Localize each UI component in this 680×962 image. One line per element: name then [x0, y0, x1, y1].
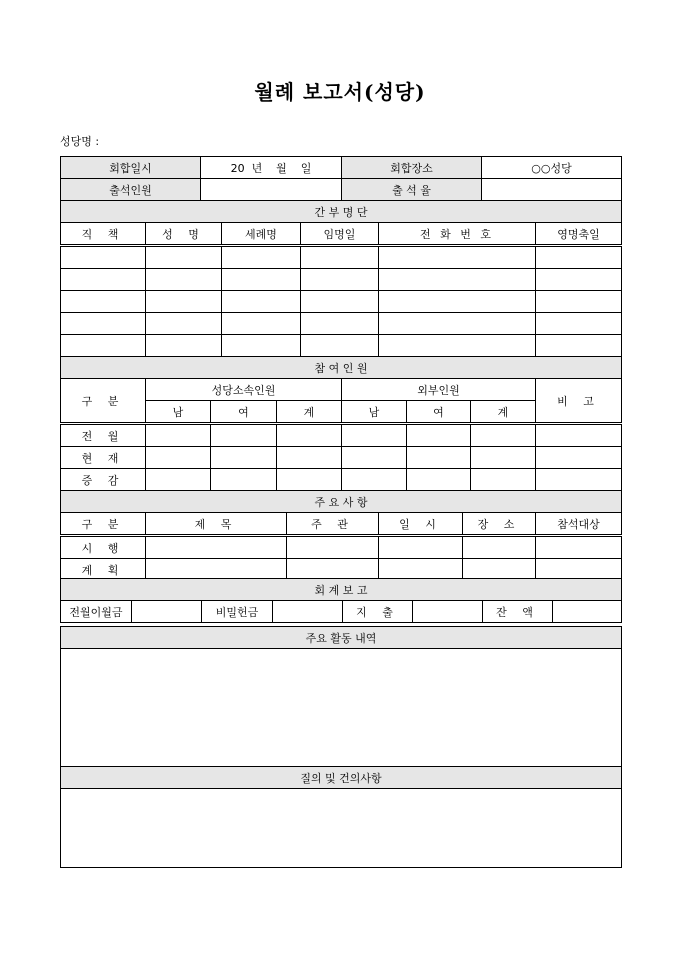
matters-row: [61, 536, 622, 559]
officer-cell[interactable]: [146, 335, 222, 357]
officers-header: 세례명: [222, 223, 301, 246]
officer-cell[interactable]: [61, 269, 146, 291]
count-cell[interactable]: [277, 469, 342, 491]
meeting-table: [60, 156, 622, 201]
officer-cell[interactable]: [222, 313, 301, 335]
matters-header: 구 분: [61, 513, 146, 536]
count-cell[interactable]: [407, 424, 471, 447]
remark-cell[interactable]: [536, 424, 622, 447]
officers-header: 직 책: [61, 223, 146, 246]
row-label-planned: 계 획: [61, 559, 146, 581]
remark-header: 비 고: [536, 379, 622, 424]
officer-cell[interactable]: [536, 335, 622, 357]
meeting-date-field[interactable]: 20 년 월 일: [201, 157, 342, 179]
matters-section-header: 주 요 사 항: [61, 491, 622, 513]
female-header: 여: [407, 401, 471, 424]
participants-section-header: 참 여 인 원: [61, 357, 622, 379]
matters-cell[interactable]: [287, 536, 379, 559]
officer-cell[interactable]: [61, 335, 146, 357]
report-title: 월례 보고서(성당): [254, 80, 426, 104]
accounting-section-header: 회 계 보 고: [61, 579, 622, 601]
officer-row: [61, 246, 622, 269]
matters-header: 일 시: [379, 513, 463, 536]
officer-cell[interactable]: [379, 269, 536, 291]
row-label-current: 현 재: [61, 447, 146, 469]
officer-cell[interactable]: [301, 291, 379, 313]
matters-table: [60, 490, 622, 581]
matters-cell[interactable]: [379, 536, 463, 559]
officer-cell[interactable]: [61, 313, 146, 335]
attendance-rate-field[interactable]: [482, 179, 622, 201]
meeting-place-field[interactable]: ○○성당: [482, 157, 622, 179]
officer-cell[interactable]: [222, 246, 301, 269]
officers-header: 전 화 번 호: [379, 223, 536, 246]
officers-section-header: 간 부 명 단: [61, 201, 622, 223]
count-cell[interactable]: [471, 424, 536, 447]
matters-header: 장 소: [463, 513, 536, 536]
officer-row: [61, 269, 622, 291]
balance-label: 잔 액: [483, 601, 553, 623]
officer-cell[interactable]: [222, 291, 301, 313]
officer-cell[interactable]: [379, 335, 536, 357]
officer-cell[interactable]: [146, 313, 222, 335]
carryover-label: 전월이월금: [61, 601, 132, 623]
total-header: 계: [277, 401, 342, 424]
officer-cell[interactable]: [379, 246, 536, 269]
officer-row: [61, 313, 622, 335]
officer-cell[interactable]: [301, 335, 379, 357]
row-label-executed: 시 행: [61, 536, 146, 559]
count-cell[interactable]: [277, 447, 342, 469]
count-cell[interactable]: [342, 447, 407, 469]
count-cell[interactable]: [146, 447, 211, 469]
participants-category-header: 구 분: [61, 379, 146, 424]
officer-cell[interactable]: [146, 291, 222, 313]
count-cell[interactable]: [277, 424, 342, 447]
expense-label: 지 출: [343, 601, 413, 623]
count-cell[interactable]: [342, 424, 407, 447]
matters-header: 참석대상: [536, 513, 622, 536]
participants-row: [61, 469, 622, 491]
attendance-rate-label: 출 석 율: [342, 179, 482, 201]
officer-cell[interactable]: [146, 246, 222, 269]
officer-cell[interactable]: [301, 313, 379, 335]
internal-members-header: 성당소속인원: [146, 379, 342, 401]
officer-cell[interactable]: [61, 291, 146, 313]
matters-cell[interactable]: [536, 536, 622, 559]
male-header: 남: [342, 401, 407, 424]
balance-field[interactable]: [553, 601, 622, 623]
officer-row: [61, 291, 622, 313]
officer-cell[interactable]: [536, 313, 622, 335]
officer-cell[interactable]: [222, 269, 301, 291]
count-cell[interactable]: [342, 469, 407, 491]
officer-cell[interactable]: [536, 246, 622, 269]
officer-cell[interactable]: [379, 291, 536, 313]
count-cell[interactable]: [211, 447, 277, 469]
attendees-field[interactable]: [201, 179, 342, 201]
questions-section-header: 질의 및 건의사항: [61, 767, 622, 789]
count-cell[interactable]: [211, 424, 277, 447]
count-cell[interactable]: [211, 469, 277, 491]
officer-row: [61, 335, 622, 357]
meeting-date-label: 회합일시: [61, 157, 201, 179]
officers-header: 영명축일: [536, 223, 622, 246]
count-cell[interactable]: [407, 447, 471, 469]
officer-cell[interactable]: [222, 335, 301, 357]
officer-cell[interactable]: [301, 269, 379, 291]
officer-cell[interactable]: [379, 313, 536, 335]
questions-textarea[interactable]: [61, 789, 622, 868]
accounting-table: [60, 578, 622, 623]
male-header: 남: [146, 401, 211, 424]
meeting-place-label: 회합장소: [342, 157, 482, 179]
officer-cell[interactable]: [61, 246, 146, 269]
officers-header: 성 명: [146, 223, 222, 246]
officer-cell[interactable]: [146, 269, 222, 291]
participants-table: [60, 356, 622, 491]
count-cell[interactable]: [471, 447, 536, 469]
matters-header: 제 목: [146, 513, 287, 536]
secret-offering-field[interactable]: [273, 601, 343, 623]
attendees-label: 출석인원: [61, 179, 201, 201]
count-cell[interactable]: [146, 424, 211, 447]
count-cell[interactable]: [407, 469, 471, 491]
carryover-field[interactable]: [132, 601, 202, 623]
parish-name-label: 성당명 :: [60, 135, 100, 148]
total-header: 계: [471, 401, 536, 424]
officers-header: 임명일: [301, 223, 379, 246]
expense-field[interactable]: [413, 601, 483, 623]
secret-offering-label: 비밀헌금: [202, 601, 273, 623]
external-members-header: 외부인원: [342, 379, 536, 401]
matters-cell[interactable]: [463, 536, 536, 559]
row-label-previous-month: 전 월: [61, 424, 146, 447]
matters-header: 주 관: [287, 513, 379, 536]
officer-cell[interactable]: [301, 246, 379, 269]
remark-cell[interactable]: [536, 469, 622, 491]
participants-row: [61, 447, 622, 469]
notes-table: [60, 626, 622, 868]
count-cell[interactable]: [146, 469, 211, 491]
matters-cell[interactable]: [146, 536, 287, 559]
activities-textarea[interactable]: [61, 649, 622, 767]
officers-table: [60, 200, 622, 357]
officer-cell[interactable]: [536, 269, 622, 291]
female-header: 여: [211, 401, 277, 424]
count-cell[interactable]: [471, 469, 536, 491]
remark-cell[interactable]: [536, 447, 622, 469]
officer-cell[interactable]: [536, 291, 622, 313]
participants-row: [61, 424, 622, 447]
row-label-change: 증 감: [61, 469, 146, 491]
activities-section-header: 주요 활동 내역: [61, 627, 622, 649]
